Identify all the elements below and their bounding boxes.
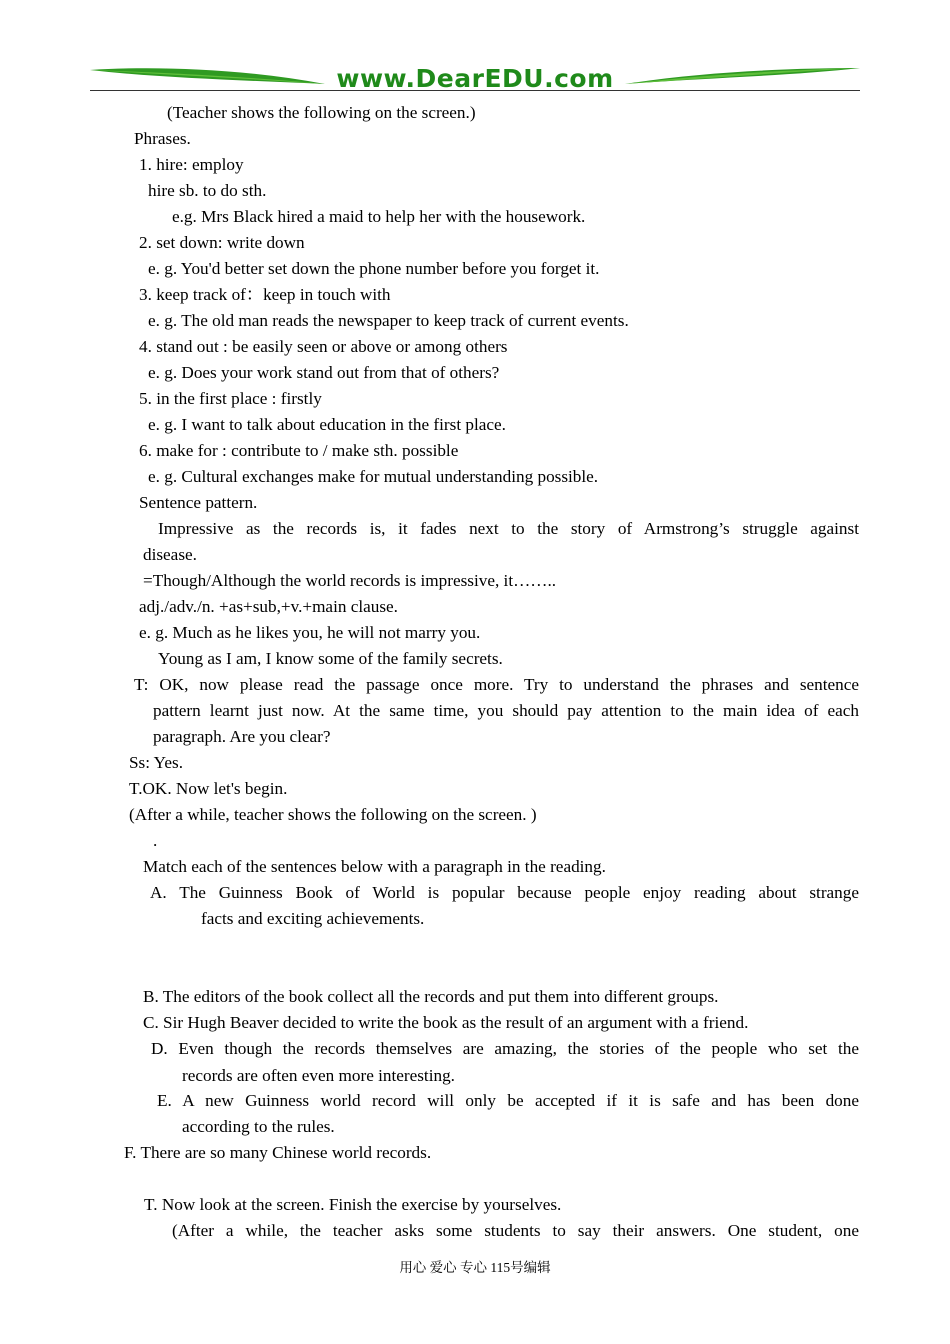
teacher-line-1-end: paragraph. Are you clear? (153, 727, 331, 746)
option-a: A. The Guinness Book of World is popular because people enjoy reading about strange (150, 883, 859, 902)
page-footer: 用心 爱心 专心 115号编辑 (399, 1260, 551, 1275)
phrase-1-usage: hire sb. to do sth. (148, 181, 267, 200)
phrases-heading: Phrases. (134, 129, 191, 148)
sentence-pattern-heading: Sentence pattern. (139, 493, 258, 512)
students-reply: Ss: Yes. (129, 753, 183, 772)
sentence-pattern-line-3: adj./adv./n. +as+sub,+v.+main clause. (139, 597, 398, 616)
phrase-1: 1. hire: employ (139, 155, 244, 174)
stray-dot: . (153, 831, 158, 850)
option-b: B. The editors of the book collect all the records and put them into different groups. (143, 987, 719, 1006)
option-e: E. A new Guinness world record will only be accepted if it is safe and has been done (157, 1091, 859, 1110)
option-f: F. There are so many Chinese world records. (124, 1143, 432, 1162)
phrase-4-example: e. g. Does your work stand out from that of others? (148, 363, 500, 382)
phrase-1-example: e.g. Mrs Black hired a maid to help her with the housework. (172, 207, 586, 226)
phrase-4: 4. stand out : be easily seen or above or among others (139, 337, 508, 356)
site-logo-text: www.DearEDU.com (336, 64, 614, 93)
header-divider (90, 90, 860, 91)
option-c: C. Sir Hugh Beaver decided to write the book as the result of an argument with a friend. (143, 1013, 749, 1032)
phrase-2: 2. set down: write down (139, 233, 305, 252)
match-instruction: Match each of the sentences below with a paragraph in the reading. (143, 857, 606, 876)
option-d: D. Even though the records themselves are amazing, the stories of the people who set the (151, 1039, 859, 1058)
option-d-cont: records are often even more interesting. (182, 1066, 455, 1085)
sentence-pattern-line-1-cont: disease. (143, 545, 197, 564)
phrase-5-example: e. g. I want to talk about education in the first place. (148, 415, 506, 434)
sentence-pattern-example-2: Young as I am, I know some of the family secrets. (158, 649, 503, 668)
phrase-6: 6. make for : contribute to / make sth. possible (139, 441, 459, 460)
option-a-cont: facts and exciting achievements. (201, 909, 425, 928)
sentence-pattern-line-1: Impressive as the records is, it fades next to the story of Armstrong’s struggle against (158, 519, 859, 538)
teacher-line-1-cont: pattern learnt just now. At the same time, you should pay attention to the main idea of each (153, 701, 859, 720)
phrase-3-example: e. g. The old man reads the newspaper to keep track of current events. (148, 311, 629, 330)
phrase-2-example: e. g. You'd better set down the phone number before you forget it. (148, 259, 600, 278)
stage-direction-1: (After a while, teacher shows the following on the screen. ) (129, 805, 537, 824)
phrase-3: 3. keep track of：keep in touch with (139, 285, 391, 304)
stage-direction-2: (After a while, the teacher asks some students to say their answers. One student, one (172, 1221, 859, 1240)
sentence-pattern-line-2: =Though/Although the world records is impressive, it…….. (143, 571, 557, 590)
intro-line: (Teacher shows the following on the screen.) (167, 103, 476, 122)
phrase-5: 5. in the first place : firstly (139, 389, 322, 408)
sentence-pattern-example-1: e. g. Much as he likes you, he will not marry you. (139, 623, 481, 642)
teacher-line-3: T. Now look at the screen. Finish the exercise by yourselves. (144, 1195, 562, 1214)
phrase-6-example: e. g. Cultural exchanges make for mutual understanding possible. (148, 467, 599, 486)
option-e-cont: according to the rules. (182, 1117, 335, 1136)
teacher-line-2: T.OK. Now let's begin. (129, 779, 288, 798)
teacher-line-1: T: OK, now please read the passage once more. Try to understand the phrases and sentence (134, 675, 859, 694)
